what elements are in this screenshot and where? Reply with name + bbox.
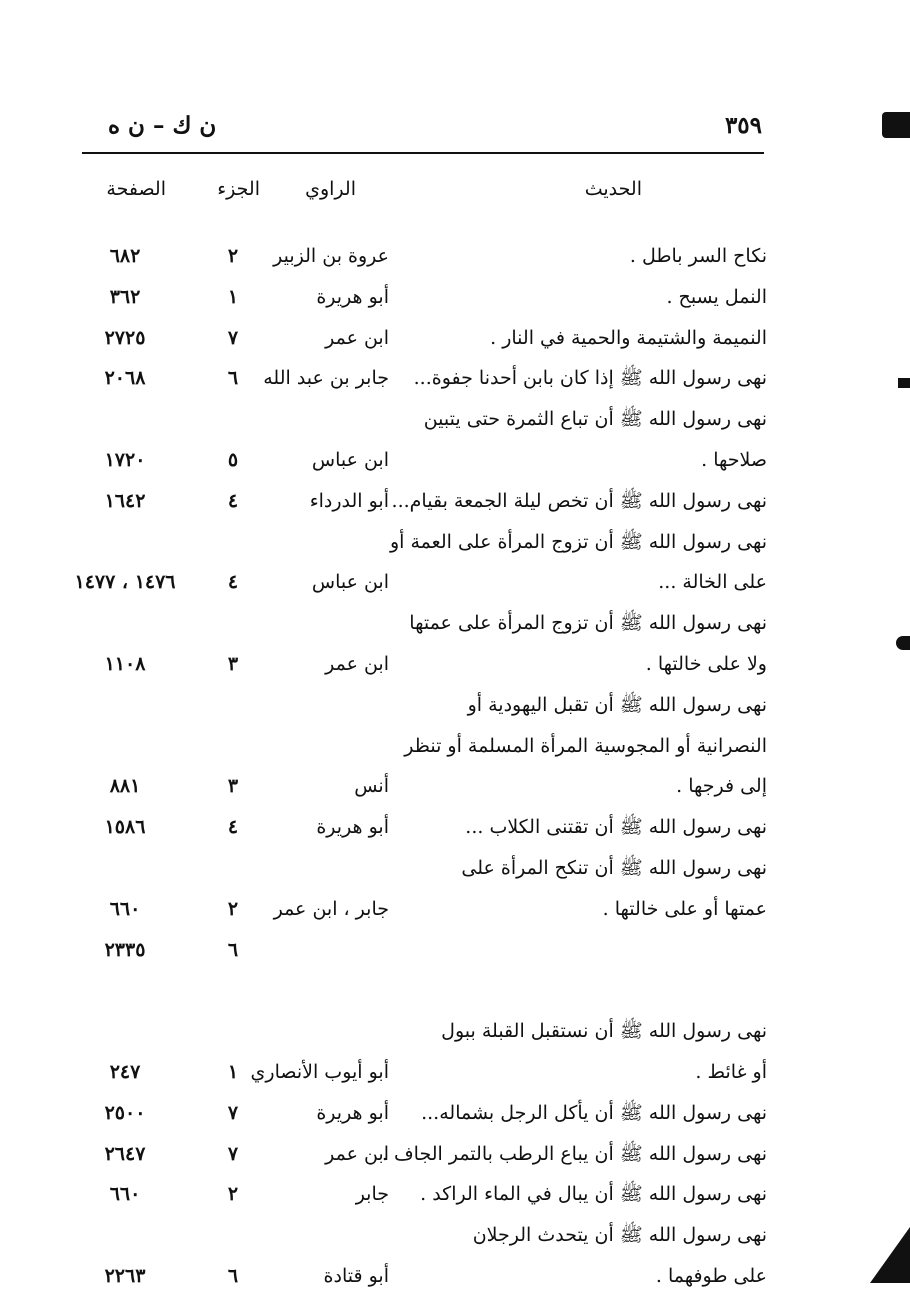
table-row <box>0 1256 910 1297</box>
part-cell: ٢ <box>227 245 239 267</box>
part-cell: ٢ <box>227 1183 239 1206</box>
page-cell: ٢٣٣٥ <box>104 938 146 961</box>
narrator-cell: أنس <box>354 775 389 798</box>
table-row <box>0 930 910 971</box>
table-row <box>0 318 910 359</box>
narrator-cell: ابن عمر <box>325 326 389 349</box>
part-cell: ٦ <box>227 367 239 390</box>
part-cell: ٧ <box>227 1142 239 1165</box>
hadith-text: على الخالة ... <box>658 571 767 594</box>
table-row <box>0 685 910 726</box>
page-cell: ٦٦٠ <box>109 897 141 920</box>
table-row <box>0 440 910 481</box>
table-row <box>0 1134 910 1175</box>
narrator-cell: أبو أيوب الأنصاري <box>250 1060 389 1083</box>
part-cell: ٤ <box>227 489 239 512</box>
narrator-cell: ابن عمر <box>325 652 389 675</box>
table-row <box>0 1174 910 1215</box>
page-cell: ٢٤٧ <box>109 1060 141 1083</box>
page-corner-shadow <box>870 1227 910 1283</box>
hadith-text: نهى رسول الله ﷺ أن تقتنى الكلاب ... <box>465 816 767 839</box>
hadith-text: نهى رسول الله ﷺ أن يتحدث الرجلان <box>472 1224 767 1247</box>
hadith-text: ولا على خالتها . <box>645 652 767 675</box>
table-row <box>0 481 910 522</box>
page-cell: ١٦٤٢ <box>104 489 146 512</box>
part-cell: ٧ <box>227 1101 239 1124</box>
page-cell: ٦٨٢ <box>109 245 141 267</box>
index-table <box>0 236 910 1297</box>
page-number: ٣٥٩ <box>724 112 762 139</box>
part-cell: ٣ <box>227 652 239 675</box>
narrator-cell: جابر <box>355 1183 389 1206</box>
hadith-text: نهى رسول الله ﷺ أن تزوج المرأة على العمة أو <box>390 530 767 553</box>
page-cell: ١٥٨٦ <box>104 816 146 839</box>
column-header-part: الجزء <box>217 178 260 200</box>
hadith-text: عمتها أو على خالتها . <box>602 897 767 920</box>
hadith-text: على طوفهما . <box>655 1264 767 1287</box>
part-cell: ٧ <box>227 326 239 349</box>
table-row <box>0 1052 910 1093</box>
hadith-text: نهى رسول الله ﷺ أن يبال في الماء الراكد . <box>420 1183 767 1206</box>
narrator-cell: ابن عمر <box>325 1142 389 1165</box>
hadith-text: نكاح السر باطل . <box>629 245 767 267</box>
narrator-cell: ابن عباس <box>311 448 389 471</box>
part-cell: ٥ <box>227 448 239 471</box>
scan-mark <box>882 112 910 138</box>
hadith-text: نهى رسول الله ﷺ أن يباع الرطب بالتمر الجاف . <box>381 1142 767 1165</box>
part-cell: ٣ <box>227 775 239 798</box>
narrator-cell: جابر ، ابن عمر <box>273 897 389 920</box>
narrator-cell: أبو هريرة <box>316 285 389 308</box>
scan-mark <box>898 378 910 388</box>
hadith-text: صلاحها . <box>701 448 767 471</box>
hadith-text: نهى رسول الله ﷺ أن تباع الثمرة حتى يتبين <box>423 408 767 431</box>
table-row <box>0 236 910 277</box>
table-row <box>0 562 910 603</box>
part-cell: ٤ <box>227 816 239 839</box>
hadith-text: النميمة والشتيمة والحمية في النار . <box>490 326 767 349</box>
table-row <box>0 277 910 318</box>
hadith-text: إلى فرجها . <box>676 775 767 798</box>
hadith-text: نهى رسول الله ﷺ أن تخص ليلة الجمعة بقيام... <box>391 489 767 512</box>
column-header-page: الصفحة <box>106 178 166 200</box>
table-row <box>0 970 910 1011</box>
narrator-cell: أبو هريرة <box>316 816 389 839</box>
running-head: ن ك – ن ه <box>108 112 217 139</box>
part-cell: ٤ <box>227 571 239 594</box>
narrator-cell: جابر بن عبد الله <box>263 367 389 390</box>
narrator-cell: أبو هريرة <box>316 1101 389 1124</box>
hadith-text: نهى رسول الله ﷺ إذا كان بابن أحدنا جفوة... <box>413 367 767 390</box>
part-cell: ٦ <box>227 938 239 961</box>
table-row <box>0 358 910 399</box>
table-row <box>0 807 910 848</box>
table-row <box>0 889 910 930</box>
page-cell: ٦٦٠ <box>109 1183 141 1206</box>
column-header-hadith: الحديث <box>584 178 642 200</box>
page-cell: ٨٨١ <box>109 775 141 798</box>
page-cell: ٢٦٤٧ <box>104 1142 146 1165</box>
page-cell: ١٧٢٠ <box>104 448 146 471</box>
hadith-text: نهى رسول الله ﷺ أن تزوج المرأة على عمتها <box>409 612 767 635</box>
hadith-text: نهى رسول الله ﷺ أن يأكل الرجل بشماله... <box>421 1101 767 1124</box>
hadith-text: نهى رسول الله ﷺ أن تنكح المرأة على <box>461 856 767 879</box>
header-divider <box>82 152 764 154</box>
narrator-cell: ابن عباس <box>311 571 389 594</box>
scan-mark <box>896 636 910 650</box>
part-cell: ٢ <box>227 897 239 920</box>
page-cell: ١١٠٨ <box>104 652 146 675</box>
narrator-cell: أبو الدرداء <box>309 489 389 512</box>
page-cell: ١٤٧٦ ، ١٤٧٧ <box>74 571 176 594</box>
table-row <box>0 726 910 767</box>
part-cell: ٦ <box>227 1264 239 1287</box>
table-row <box>0 1215 910 1256</box>
hadith-text: النصرانية أو المجوسية المرأة المسلمة أو تنظر <box>404 734 767 757</box>
hadith-text: نهى رسول الله ﷺ أن تقبل اليهودية أو <box>467 693 767 716</box>
narrator-cell: عروة بن الزبير <box>273 245 389 267</box>
table-row <box>0 1093 910 1134</box>
column-header-narrator: الراوي <box>305 178 356 200</box>
table-row <box>0 603 910 644</box>
hadith-text: النمل يسبح . <box>666 285 767 308</box>
page-cell: ٣٦٢ <box>109 285 141 308</box>
part-cell: ١ <box>227 285 239 308</box>
part-cell: ١ <box>227 1060 239 1083</box>
page-cell: ٢٧٢٥ <box>104 326 146 349</box>
page-cell: ٢٥٠٠ <box>104 1101 146 1124</box>
table-row <box>0 399 910 440</box>
table-row <box>0 522 910 563</box>
table-row <box>0 1011 910 1052</box>
table-row <box>0 766 910 807</box>
page-cell: ٢٠٦٨ <box>104 367 146 390</box>
page-cell: ٢٢٦٣ <box>104 1264 146 1287</box>
narrator-cell: أبو قتادة <box>323 1264 389 1287</box>
table-row <box>0 848 910 889</box>
hadith-text: أو غائط . <box>695 1060 767 1083</box>
hadith-text: نهى رسول الله ﷺ أن نستقبل القبلة ببول <box>441 1020 767 1043</box>
table-row <box>0 644 910 685</box>
